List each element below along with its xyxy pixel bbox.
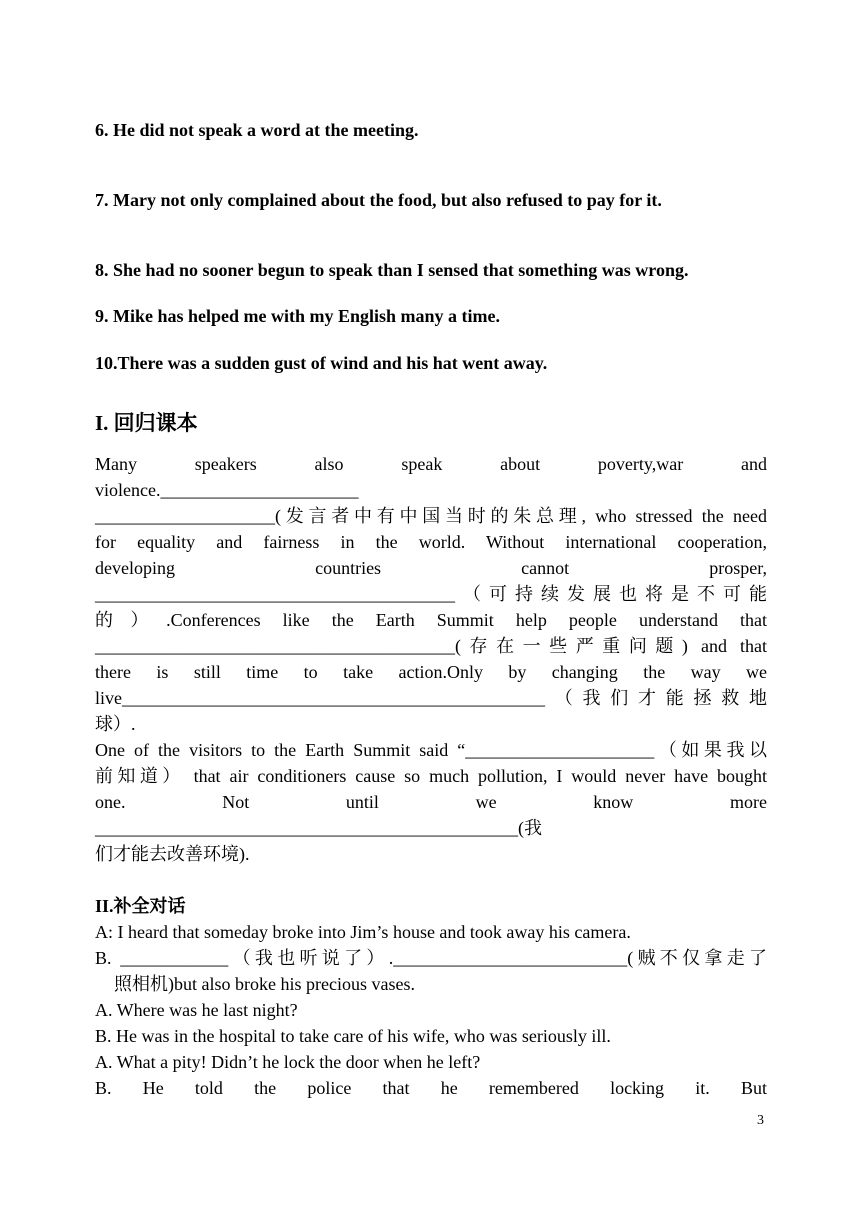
paragraph-line: 们才能去改善环境). <box>95 844 250 864</box>
paragraph-line: Many speakers also speak about poverty,war and <box>95 454 767 474</box>
dialogue-line: B. ____________（我也听说了）.__________________________(贼不仅拿走了 <box>95 948 767 968</box>
dialogue-line: A. What a pity! Didn’t he lock the door when he left? <box>95 1052 481 1072</box>
dialogue-line: B. He told the police that he remembered locking it. But <box>95 1078 767 1098</box>
sentence-7: 7. Mary not only complained about the food, but also refused to pay for it. <box>95 190 662 210</box>
paragraph-line: violence.______________________ <box>95 480 359 500</box>
paragraph-line: ________________________________________(存在一些严重问题) and that <box>95 636 767 656</box>
paragraph-line: one. Not until we know more <box>95 792 767 812</box>
paragraph-line: ________________________________________（可持续发展也将是不可能 <box>95 584 767 604</box>
sentence-8: 8. She had no sooner begun to speak than I sensed that something was wrong. <box>95 260 689 280</box>
paragraph-line: there is still time to take action.Only by changing the way we <box>95 662 767 682</box>
paragraph-line: 球）. <box>95 714 136 734</box>
paragraph-line: 的）.Conferences like the Earth Summit help people understand that <box>95 610 767 630</box>
sentence-9: 9. Mike has helped me with my English many a time. <box>95 306 501 326</box>
paragraph-line: One of the visitors to the Earth Summit said “_____________________（如果我以 <box>95 740 767 760</box>
paragraph-line: ____________________(发言者中有中国当时的朱总理, who stressed the need <box>95 506 767 526</box>
paragraph-line: developing countries cannot prosper, <box>95 558 767 578</box>
paragraph-line: for equality and fairness in the world. Without international cooperation, <box>95 532 767 552</box>
section1-heading: I. 回归课本 <box>95 411 198 435</box>
paragraph-line: live_______________________________________________（我们才能拯救地 <box>95 688 767 708</box>
paragraph-line: _______________________________________________(我 <box>95 818 542 838</box>
dialogue-line: A: I heard that someday broke into Jim’s house and took away his camera. <box>95 922 631 942</box>
section2-heading: II.补全对话 <box>95 896 186 916</box>
paragraph-line: 前知道） that air conditioners cause so much pollution, I would never have bought <box>95 766 767 786</box>
page-number: 3 <box>757 1113 764 1128</box>
dialogue-line: B. He was in the hospital to take care of his wife, who was seriously ill. <box>95 1026 611 1046</box>
sentence-6: 6. He did not speak a word at the meeting. <box>95 120 419 140</box>
sentence-10: 10.There was a sudden gust of wind and his hat went away. <box>95 353 548 373</box>
dialogue-line: A. Where was he last night? <box>95 1000 298 1020</box>
dialogue-line: 照相机)but also broke his precious vases. <box>114 974 415 994</box>
